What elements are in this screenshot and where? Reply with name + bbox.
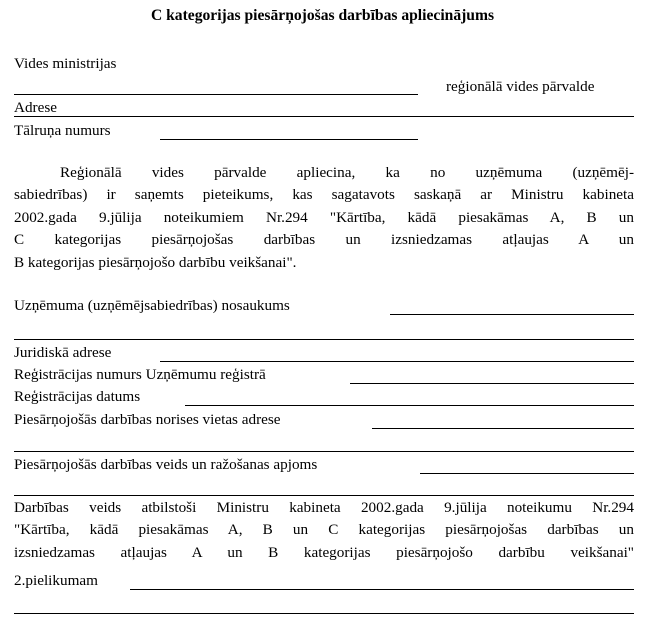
phone-fill-line[interactable] [160,139,418,140]
intro-line-1: Reģionālā vides pārvalde apliecina, ka no uzņēmuma (uzņēmēj- [60,164,634,181]
company-name-label: Uzņēmuma (uzņēmējsabiedrības) nosaukums [14,297,290,314]
intro-line-5: B kategorijas piesārņojošo darbību veikšanai". [14,253,297,271]
activity-location-fill-line-2[interactable] [14,451,634,452]
annex-paragraph [14,497,634,564]
annex-line-1: Darbības veids atbilstoši Ministru kabineta 2002.gada 9.jūlija noteikumu Nr.294 [14,499,634,516]
legal-address-fill-line[interactable] [160,361,634,362]
annex-line-3: izsniedzamas atļaujas A un B kategorijas piesārņojošo darbību veikšanai" [14,543,634,561]
company-name-fill-line-2[interactable] [14,339,634,340]
registration-number-fill-line[interactable] [350,383,634,384]
intro-paragraph [14,162,634,274]
ministry-label: Vides ministrijas [14,55,117,72]
annex-tail-label: 2.pielikumam [14,572,98,589]
legal-address-label: Juridiskā adrese [14,344,112,361]
address-fill-line[interactable] [14,116,634,117]
registration-date-label: Reģistrācijas datums [14,388,141,405]
annex-line-2: "Kārtība, kādā piesakāmas A, B un C kategorijas piesārņojošas darbības un [14,521,634,539]
company-name-fill-line[interactable] [390,314,634,315]
intro-line-4: C kategorijas piesārņojošas darbības un izsniedzamas atļaujas A un [14,231,634,249]
address-label: Adrese [14,99,58,116]
activity-location-label: Piesārņojošās darbības norises vietas adrese [14,411,281,428]
document-title: C kategorijas piesārņojošas darbības apliecinājums [150,7,495,24]
ministry-fill-line[interactable] [14,94,418,95]
intro-line-2: sabiedrības) ir saņemts pieteikums, kas sagatavots saskaņā ar Ministru kabineta [14,186,634,204]
phone-label: Tālruņa numurs [14,122,111,139]
registration-number-label: Reģistrācijas numurs Uzņēmumu reģistrā [14,366,266,383]
activity-type-label: Piesārņojošās darbības veids un ražošanas apjoms [14,456,318,473]
annex-fill-line-2[interactable] [14,613,634,614]
registration-date-fill-line[interactable] [185,405,634,406]
activity-type-fill-line[interactable] [420,473,634,474]
annex-fill-line[interactable] [130,589,634,590]
activity-type-fill-line-2[interactable] [14,495,634,496]
intro-line-3: 2002.gada 9.jūlija noteikumiem Nr.294 "Kārtība, kādā piesakāmas A, B un [14,208,634,226]
regional-board-label: reģionālā vides pārvalde [446,78,595,95]
activity-location-fill-line[interactable] [372,428,634,429]
